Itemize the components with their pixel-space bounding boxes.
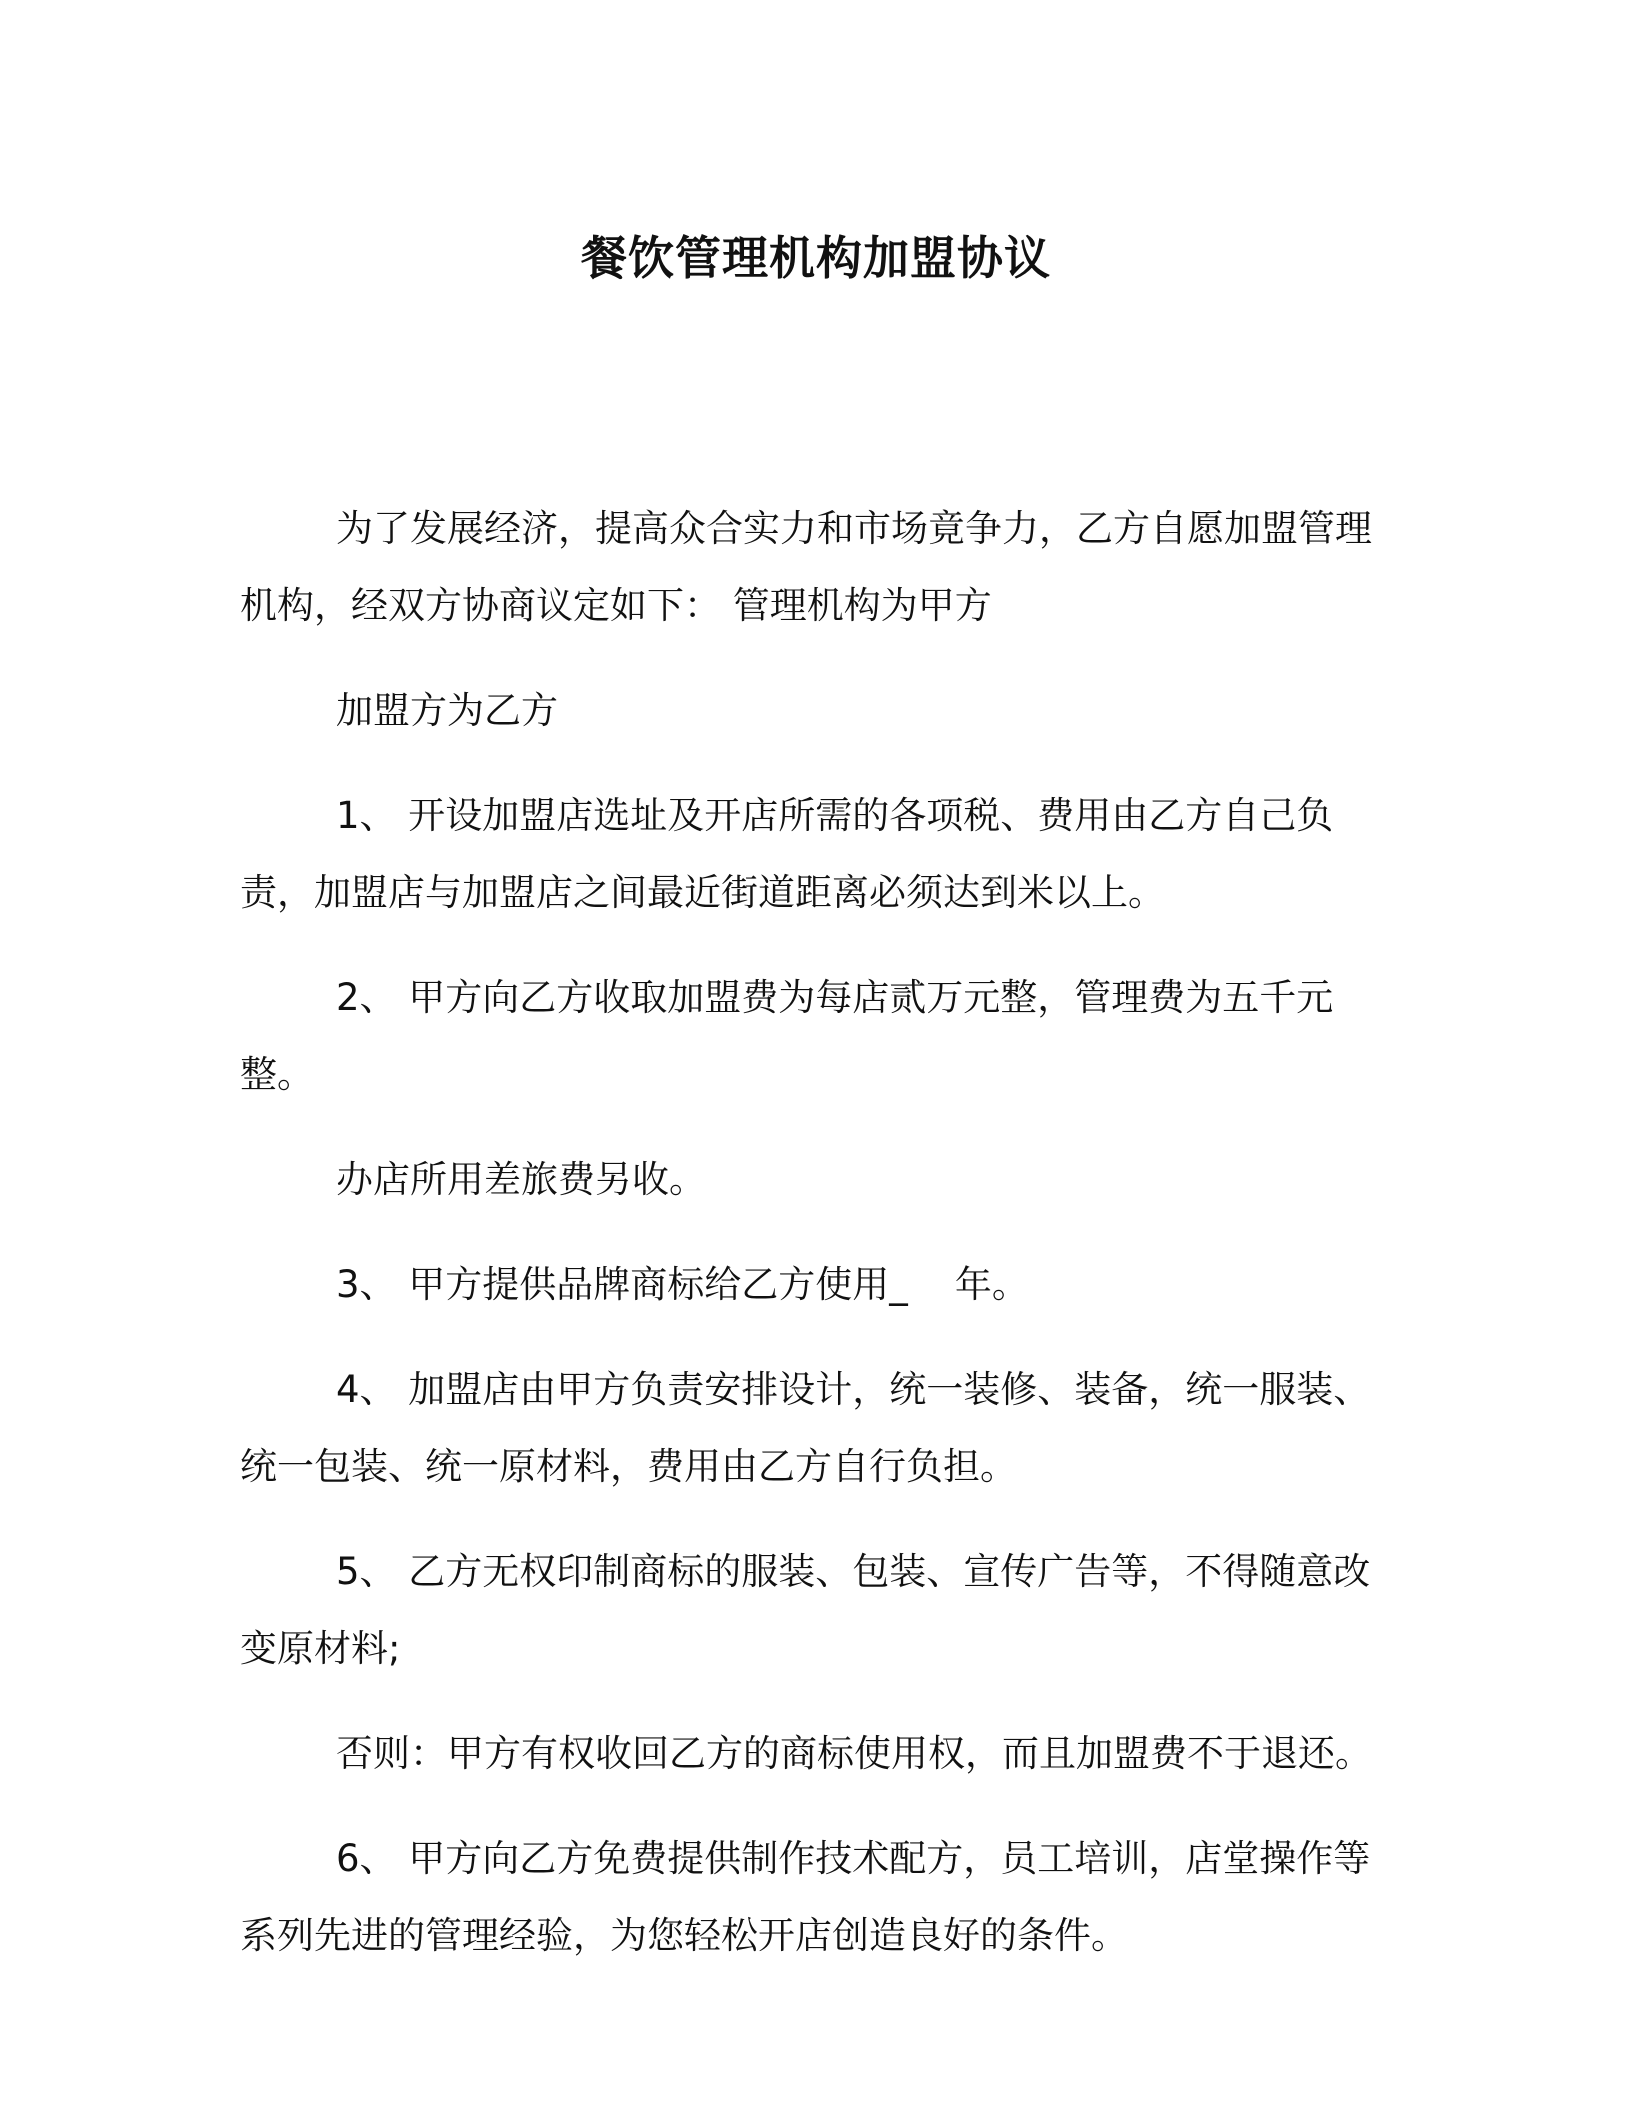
clause-2: 2、 甲方向乙方收取加盟费为每店贰万元整，管理费为五千元整。	[240, 976, 1334, 1096]
clause-1: 1、 开设加盟店选址及开店所需的各项税、费用由乙方自己负责，加盟店与加盟店之间最近街道距离必须达到米以上。	[240, 794, 1334, 914]
document-title: 餐饮管理机构加盟协议	[581, 231, 1051, 285]
paragraph-travel-fee: 办店所用差旅费另收。	[336, 1158, 706, 1201]
paragraph-intro: 为了发展经济，提高众合实力和市场竟争力，乙方自愿加盟管理机构，经双方协商议定如下： 管理机构为甲方	[240, 507, 1372, 627]
document-body	[240, 490, 1400, 2002]
clause-5: 5、 乙方无权印制商标的服装、包装、宣传广告等，不得随意改变原材料;	[240, 1550, 1371, 1670]
clause-4: 4、 加盟店由甲方负责安排设计，统一装修、装备，统一服装、统一包装、统一原材料，费用由乙方自行负担。	[240, 1368, 1371, 1488]
clause-6: 6、 甲方向乙方免费提供制作技术配方，员工培训，店堂操作等系列先进的管理经验，为您轻松开店创造良好的条件。	[240, 1837, 1371, 1957]
paragraph-otherwise: 否则：甲方有权收回乙方的商标使用权，而且加盟费不于退还。	[336, 1732, 1372, 1775]
clause-3: 3、 甲方提供品牌商标给乙方使用_ 年。	[336, 1263, 1029, 1306]
paragraph-party-b: 加盟方为乙方	[336, 689, 558, 732]
